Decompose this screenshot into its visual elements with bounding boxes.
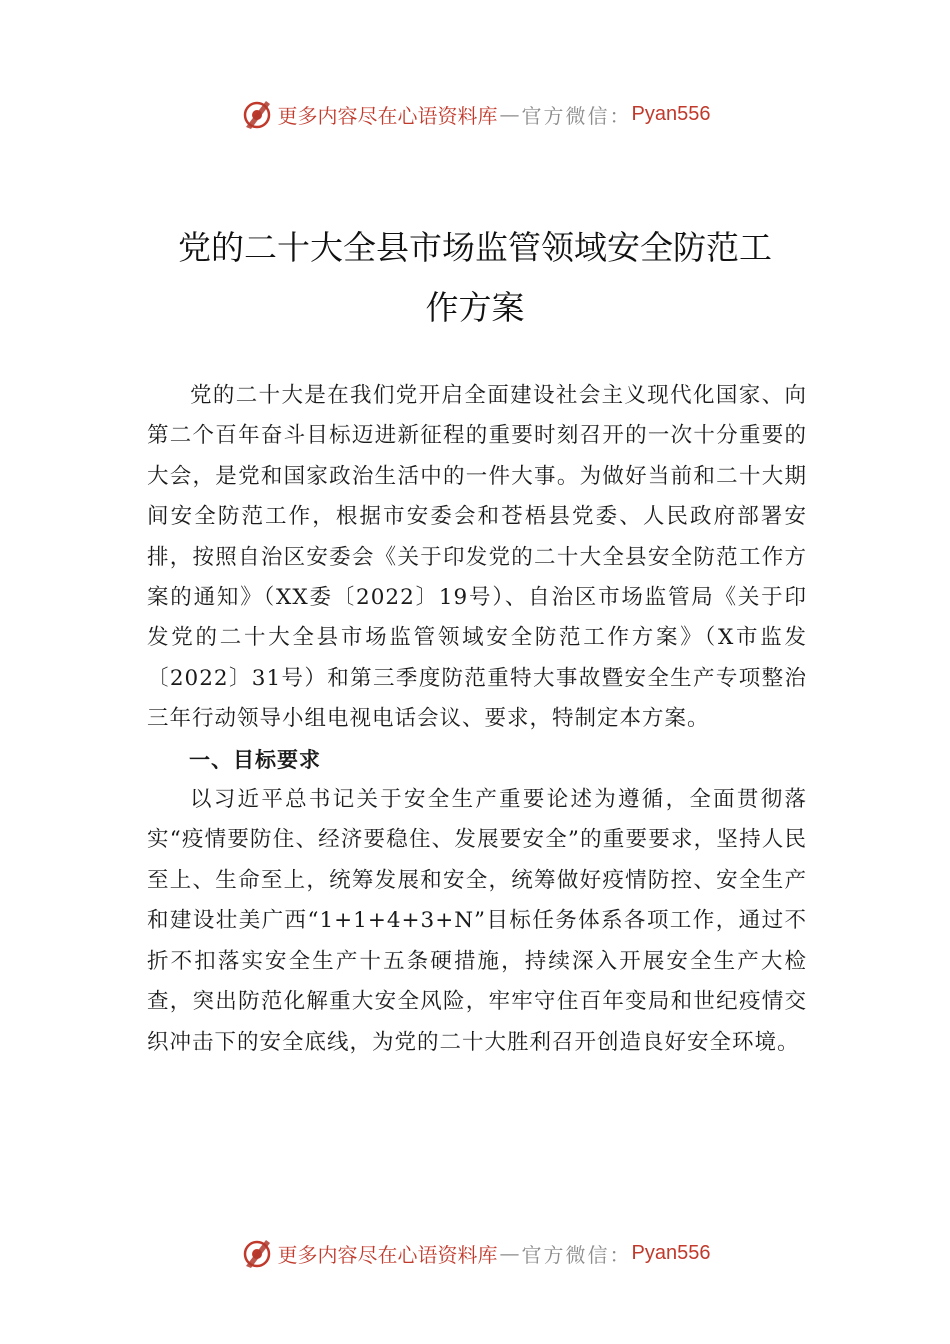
watermark-label: 官方微信： — [521, 1242, 632, 1267]
watermark-text: 更多内容尽在心语资料库 — [277, 103, 498, 128]
pen-circle-logo-icon — [240, 97, 274, 131]
watermark-wechat-id: Pyan556 — [631, 1241, 711, 1264]
intro-paragraph: 党的二十大是在我们党开启全面建设社会主义现代化国家、向第二个百年奋斗目标迈进新征程的重要时刻召开的一次十分重要的大会，是党和国家政治生活中的一件大事。为做好当前和二十大期间安全防范工作，根据市安委会和苍梧县党委、人民政府部署安排，按照自治区安委会《关于印发党的二十大全县安全防范工作方案的通知》（XX委〔2022〕19号）、自治区市场监管局《关于印发党的二十大全县市场监管领域安全防范工作方案》（X市监发〔2022〕31号）和第三季度防范重特大事故暨安全生产专项整治三年行动领导小组电视电话会议、要求，特制定本方案。 — [147, 383, 807, 732]
watermark-text: 更多内容尽在心语资料库 — [277, 1242, 498, 1267]
watermark-banner-top — [0, 94, 950, 134]
pen-circle-logo-icon — [240, 1236, 274, 1270]
title-line-1: 党的二十大全县市场监管领域安全防范工 — [178, 228, 772, 267]
section-1-paragraph: 以习近平总书记关于安全生产重要论述为遵循，全面贯彻落实“疫情要防住、经济要稳住、发展要安全”的重要要求，坚持人民至上、生命至上，统筹发展和安全，统筹做好疫情防控、安全生产和建设壮美广西“1+1+4+3+N”目标任务体系各项工作，通过不折不扣落实安全生产十五条硬措施，持续深入开展安全生产大检查，突出防范化解重大安全风险，牢牢守住百年变局和世纪疫情交织冲击下的安全底线，为党的二十大胜利召开创造良好安全环境。 — [147, 787, 807, 1055]
document-title — [150, 218, 800, 338]
watermark-separator: — — [499, 102, 520, 126]
document-body — [147, 376, 807, 1063]
watermark-wechat-id: Pyan556 — [631, 102, 711, 125]
watermark-banner-bottom — [0, 1233, 950, 1273]
watermark-label: 官方微信： — [521, 103, 632, 128]
section-1-heading: 一、目标要求 — [189, 747, 321, 772]
watermark-separator: — — [499, 1241, 520, 1265]
title-line-2: 作方案 — [425, 288, 525, 327]
